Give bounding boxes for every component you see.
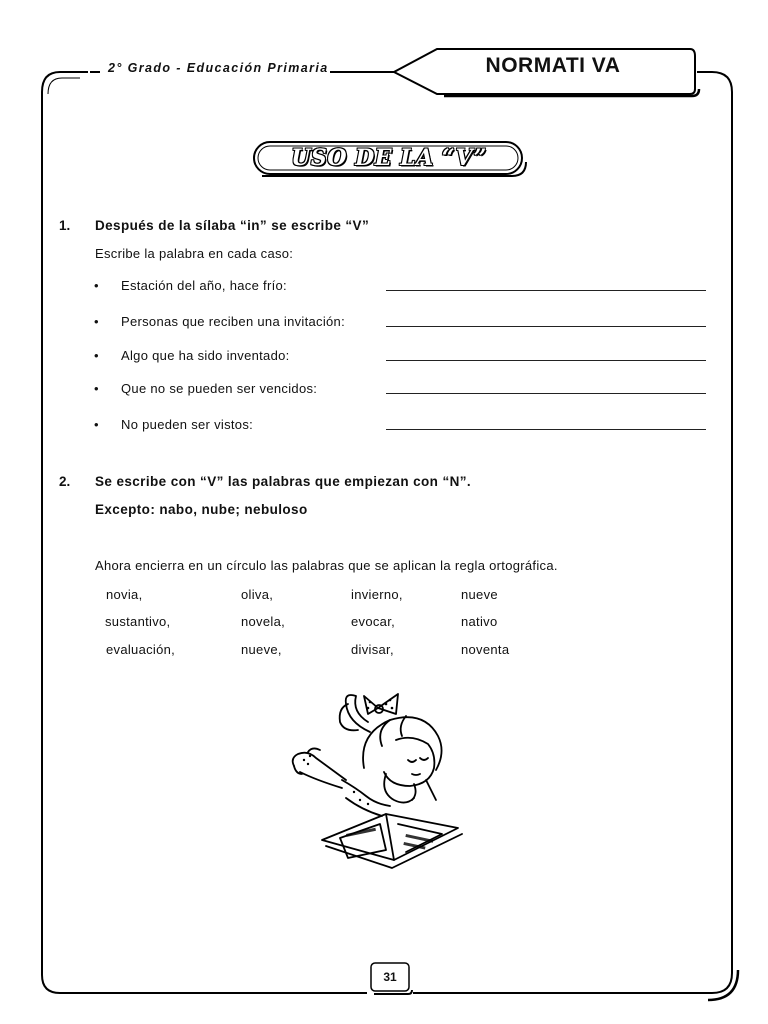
q1-item-5: No pueden ser vistos: [121,417,254,432]
word[interactable]: noventa [461,642,510,657]
answer-line-4[interactable] [386,393,706,394]
q1-instruction: Escribe la palabra en cada caso: [95,246,294,261]
word[interactable]: novia, [106,587,143,602]
q2-exception: Excepto: nabo, nube; nebuloso [95,502,308,517]
bullet: • [94,417,99,432]
word[interactable]: oliva, [241,587,274,602]
q2-rule: Se escribe con “V” las palabras que empiezan con “N”. [95,474,472,489]
q1-number: 1. [59,218,71,233]
word[interactable]: invierno, [351,587,403,602]
q1-item-3: Algo que ha sido inventado: [121,348,290,363]
word[interactable]: evaluación, [106,642,176,657]
word[interactable]: nueve [461,587,498,602]
word[interactable]: nativo [461,614,498,629]
word[interactable]: novela, [241,614,286,629]
q1-rule: Después de la sílaba “in” se escribe “V” [95,218,370,233]
word[interactable]: divisar, [351,642,394,657]
q2-instruction: Ahora encierra en un círculo las palabras que se aplican la regla ortográfica. [95,558,558,573]
q1-item-1: Estación del año, hace frío: [121,278,287,293]
word[interactable]: evocar, [351,614,396,629]
word[interactable]: sustantivo, [105,614,171,629]
answer-line-5[interactable] [386,429,706,430]
answer-line-3[interactable] [386,360,706,361]
bullet: • [94,348,99,363]
girl-reading-illustration [286,688,486,883]
bullet: • [94,381,99,396]
word[interactable]: nueve, [241,642,282,657]
q1-item-2: Personas que reciben una invitación: [121,314,345,329]
q2-number: 2. [59,474,71,489]
grade-label: 2° Grado - Educación Primaria [108,61,329,75]
q1-item-4: Que no se pueden ser vencidos: [121,381,318,396]
worksheet-title: USO DE LA “V” [291,145,487,171]
page-number: 31 [383,970,397,984]
answer-line-2[interactable] [386,326,706,327]
answer-line-1[interactable] [386,290,706,291]
section-title: NORMATI VA [485,54,621,77]
bullet: • [94,314,99,329]
bullet: • [94,278,99,293]
